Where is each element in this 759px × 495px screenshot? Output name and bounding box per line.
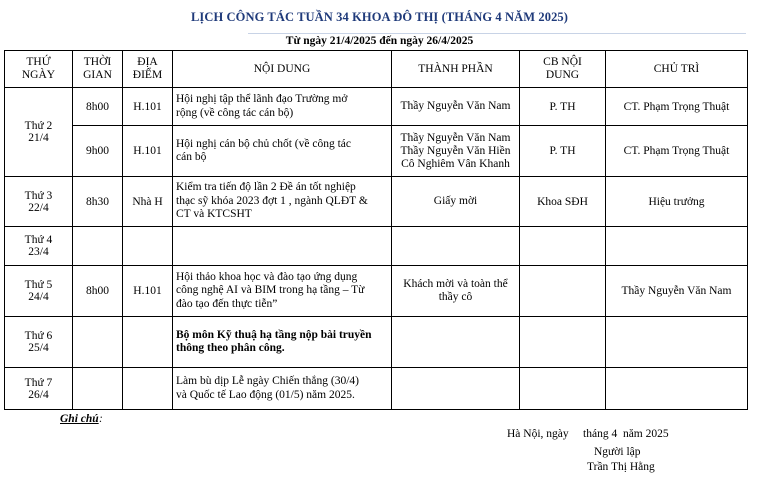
table-row <box>5 88 748 126</box>
participants-cell <box>392 317 520 368</box>
cb-cell <box>520 227 606 266</box>
chair-cell <box>606 227 748 266</box>
cb-cell: P. TH <box>520 88 606 126</box>
header-participants: THÀNH PHẦN <box>392 51 520 88</box>
place-cell: H.101 <box>123 266 173 317</box>
chair-cell: Thầy Nguyễn Văn Nam <box>606 266 748 317</box>
content-cell: Hội thảo khoa học và đào tạo ứng dụng công nghệ AI và BIM trong hạ tầng – Từ đào tạo đến thực tiễn” <box>173 266 392 317</box>
place-cell: H.101 <box>123 126 173 177</box>
time-cell: 8h30 <box>73 177 123 227</box>
place-cell <box>123 227 173 266</box>
header-day: THỨ NGÀY <box>5 51 73 88</box>
day-cell: Thứ 6 25/4 <box>5 317 73 368</box>
table-row <box>5 368 748 410</box>
day-cell: Thứ 4 23/4 <box>5 227 73 266</box>
chair-cell: Hiệu trưởng <box>606 177 748 227</box>
cb-cell: P. TH <box>520 126 606 177</box>
participants-cell: Giấy mời <box>392 177 520 227</box>
table-row <box>5 126 748 177</box>
header-cb: CB NỘI DUNG <box>520 51 606 88</box>
participants-cell: Thầy Nguyễn Văn Nam <box>392 88 520 126</box>
participants-cell: Thầy Nguyễn Văn Nam Thầy Nguyễn Văn Hiền Cô Nghiêm Vân Khanh <box>392 126 520 177</box>
day-cell: Thứ 3 22/4 <box>5 177 73 227</box>
chair-cell <box>606 317 748 368</box>
title-divider <box>248 33 746 34</box>
chair-cell: CT. Phạm Trọng Thuật <box>606 88 748 126</box>
schedule-table <box>4 50 748 410</box>
content-cell: Làm bù dịp Lễ ngày Chiến thắng (30/4) và Quốc tế Lao động (01/5) năm 2025. <box>173 368 392 410</box>
cb-cell <box>520 368 606 410</box>
table-row <box>5 177 748 227</box>
place-cell <box>123 317 173 368</box>
table-row <box>5 266 748 317</box>
time-cell <box>73 368 123 410</box>
signer-name: Trần Thị Hằng <box>587 461 655 473</box>
header-place: ĐỊA ĐIỂM <box>123 51 173 88</box>
content-cell: Hội nghị cán bộ chủ chốt (về công tác cán bộ <box>173 126 392 177</box>
header-chair: CHỦ TRÌ <box>606 51 748 88</box>
day-cell: Thứ 5 24/4 <box>5 266 73 317</box>
header-content: NỘI DUNG <box>173 51 392 88</box>
cb-cell: Khoa SĐH <box>520 177 606 227</box>
place-cell: Nhà H <box>123 177 173 227</box>
participants-cell <box>392 227 520 266</box>
time-cell <box>73 227 123 266</box>
participants-cell: Khách mời và toàn thể thầy cô <box>392 266 520 317</box>
content-cell: Bộ môn Kỹ thuậ hạ tầng nộp bài truyền thông theo phân công. <box>173 317 392 368</box>
day-cell: Thứ 7 26/4 <box>5 368 73 410</box>
chair-cell: CT. Phạm Trọng Thuật <box>606 126 748 177</box>
time-cell: 9h00 <box>73 126 123 177</box>
participants-cell <box>392 368 520 410</box>
time-cell <box>73 317 123 368</box>
place-cell: H.101 <box>123 88 173 126</box>
day-cell: Thứ 2 21/4 <box>5 88 73 177</box>
time-cell: 8h00 <box>73 266 123 317</box>
table-row <box>5 227 748 266</box>
time-cell: 8h00 <box>73 88 123 126</box>
content-cell <box>173 227 392 266</box>
header-time: THỜI GIAN <box>73 51 123 88</box>
place-cell <box>123 368 173 410</box>
table-header-row <box>5 51 748 88</box>
content-cell: Kiểm tra tiến độ lần 2 Đề án tốt nghiệp thạc sỹ khóa 2023 đợt 1 , ngành QLĐT & CT và KTCSHT <box>173 177 392 227</box>
cb-cell <box>520 266 606 317</box>
cb-cell <box>520 317 606 368</box>
content-cell: Hội nghị tập thể lãnh đạo Trường mở rộng (về công tác cán bộ) <box>173 88 392 126</box>
schedule-title: LỊCH CÔNG TÁC TUẦN 34 KHOA ĐÔ THỊ (THÁNG 4 NĂM 2025) <box>190 10 569 24</box>
signer-role: Người lập <box>594 446 641 458</box>
table-row <box>5 317 748 368</box>
note-label: Ghi chú <box>60 413 99 425</box>
chair-cell <box>606 368 748 410</box>
note-colon: : <box>99 413 103 425</box>
place-date: Hà Nội, ngày tháng 4 năm 2025 <box>507 428 669 440</box>
date-range: Từ ngày 21/4/2025 đến ngày 26/4/2025 <box>285 35 474 47</box>
